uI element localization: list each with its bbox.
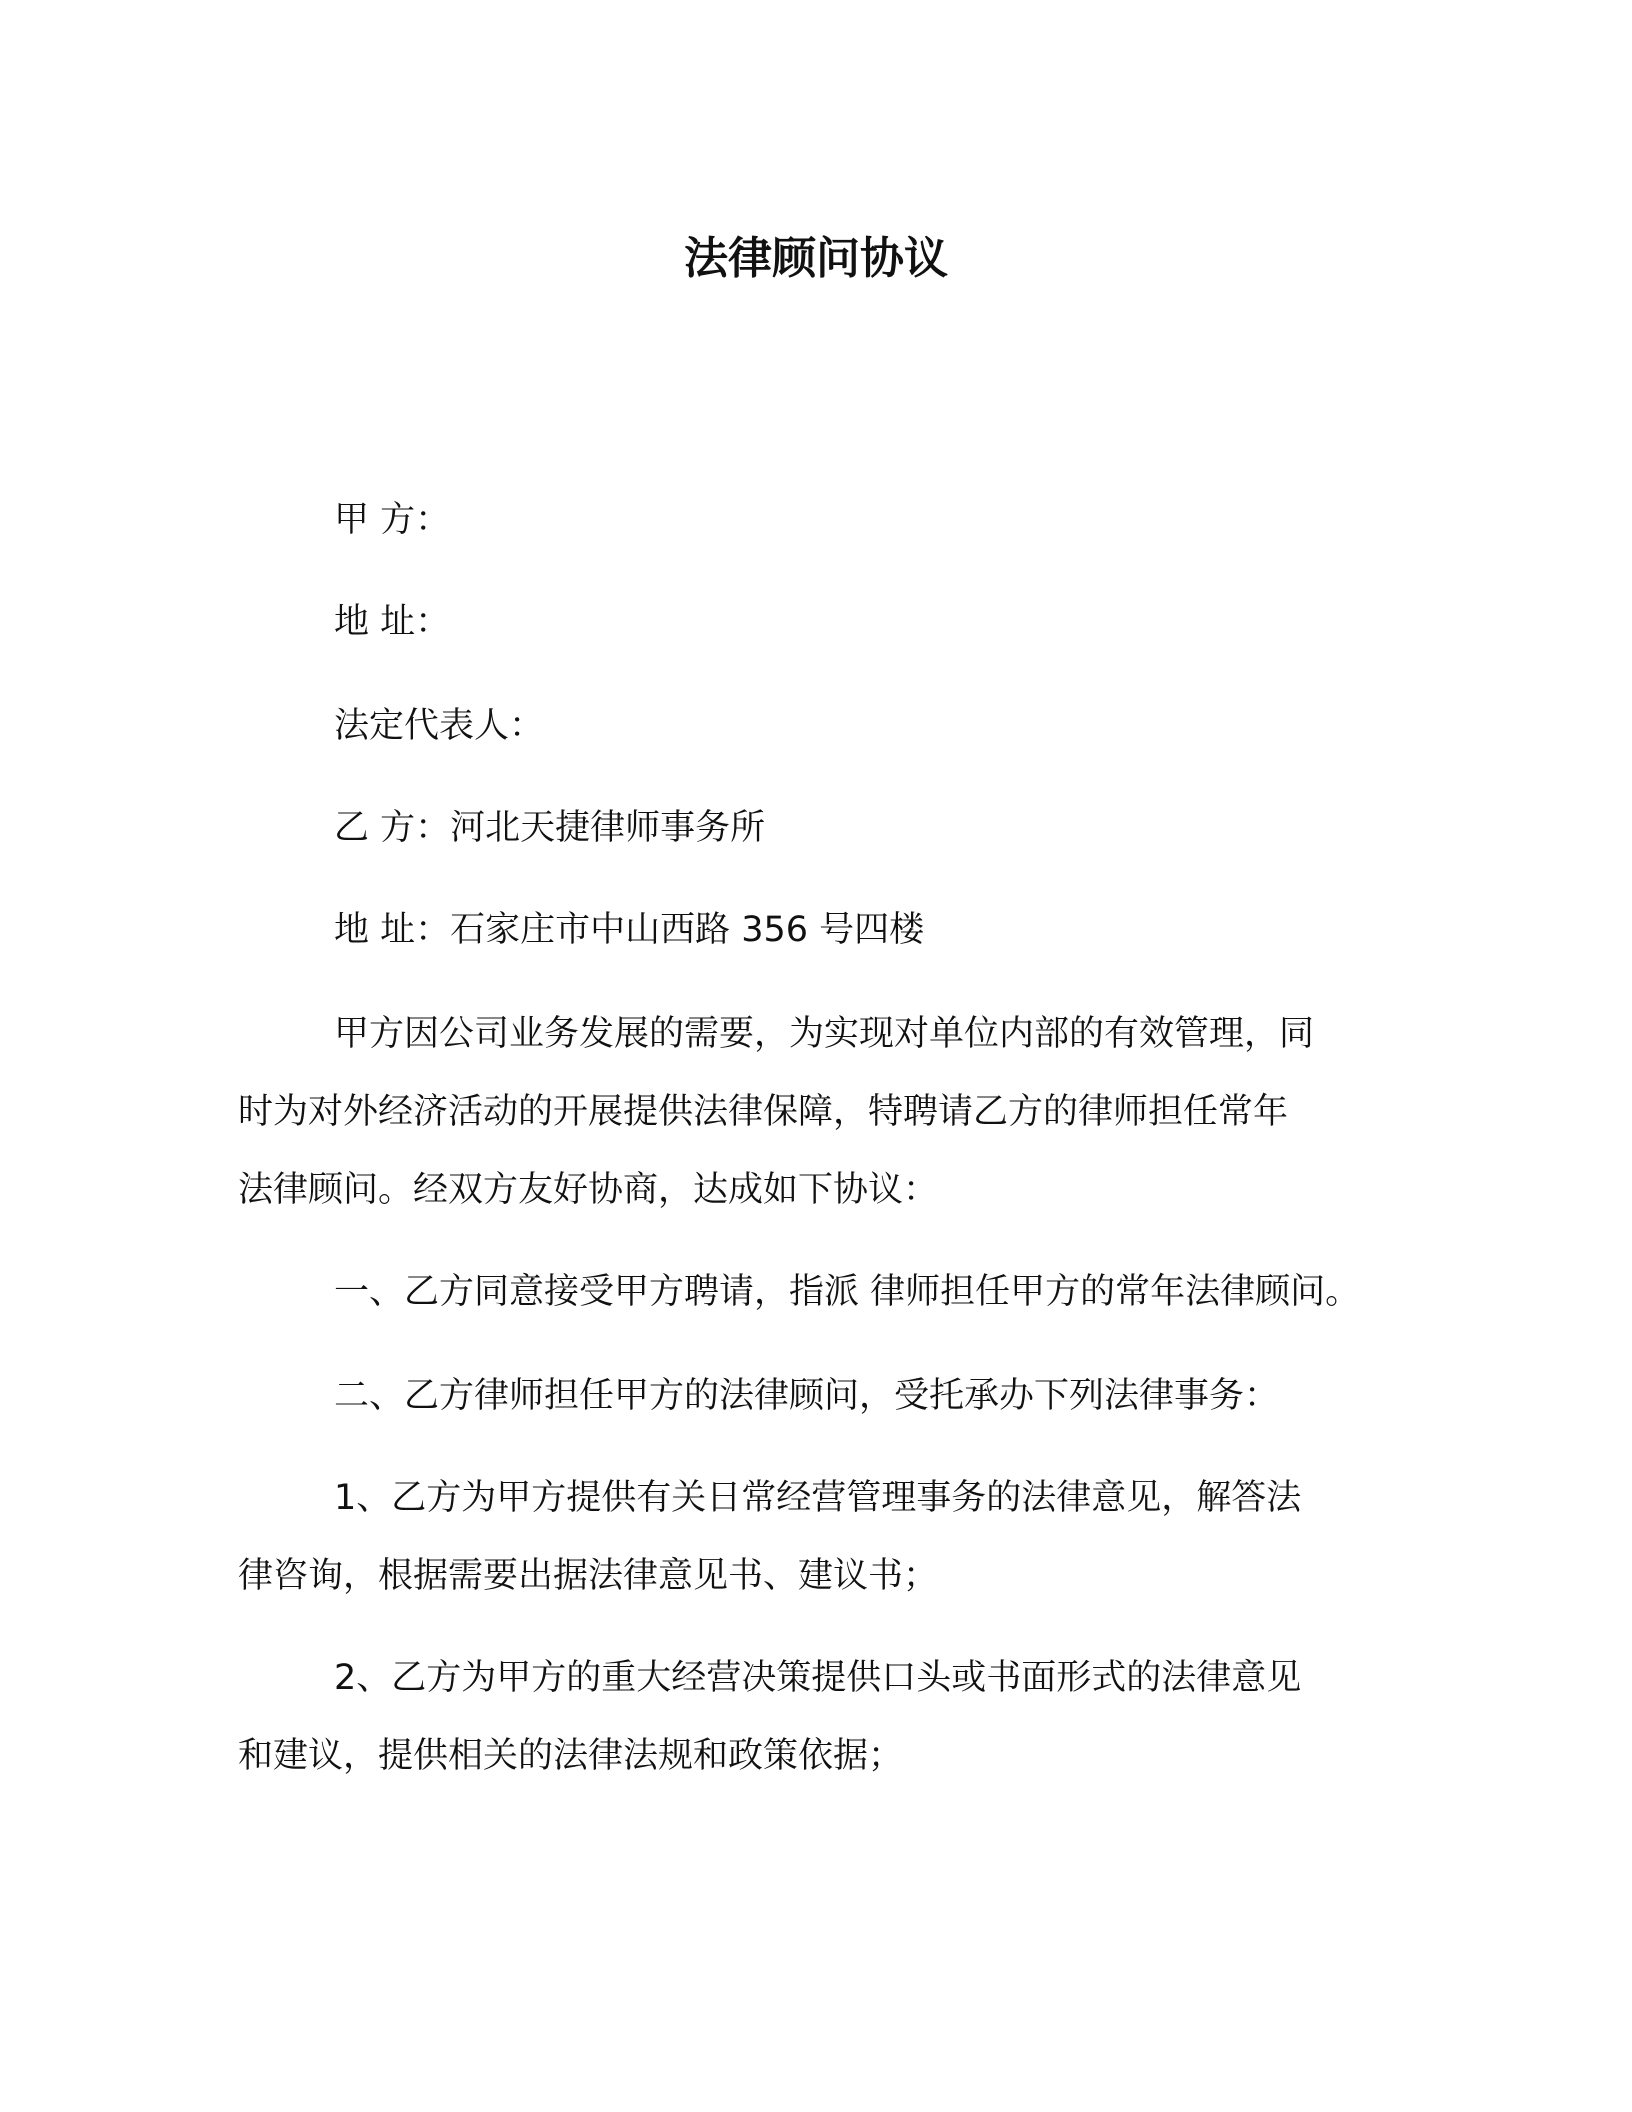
preamble-line-2: 时为对外经济活动的开展提供法律保障，特聘请乙方的律师担任常年: [238, 1092, 1289, 1132]
preamble-line-1: 甲方因公司业务发展的需要，为实现对单位内部的有效管理，同: [334, 1014, 1315, 1054]
party-a-address-label: 地 址：: [334, 602, 451, 642]
clause-1: 一、乙方同意接受甲方聘请，指派 律师担任甲方的常年法律顾问。: [334, 1272, 1361, 1312]
item-2-line-2: 和建议，提供相关的法律法规和政策依据；: [238, 1736, 904, 1776]
item-1-line-1: 1、乙方为甲方提供有关日常经营管理事务的法律意见，解答法: [334, 1478, 1302, 1518]
party-b-line: 乙 方：河北天捷律师事务所: [334, 808, 766, 848]
party-b-address-line: 地 址：石家庄市中山西路 356 号四楼: [334, 910, 925, 950]
party-a-label: 甲 方：: [334, 500, 451, 540]
item-2-line-1: 2、乙方为甲方的重大经营决策提供口头或书面形式的法律意见: [334, 1658, 1302, 1698]
party-a-legal-rep-label: 法定代表人：: [334, 706, 545, 746]
preamble-line-3: 法律顾问。经双方友好协商，达成如下协议：: [238, 1170, 939, 1210]
clause-2: 二、乙方律师担任甲方的法律顾问，受托承办下列法律事务：: [334, 1376, 1280, 1416]
item-1-line-2: 律咨询，根据需要出据法律意见书、建议书；: [238, 1556, 939, 1596]
document-title: 法律顾问协议: [684, 233, 948, 284]
